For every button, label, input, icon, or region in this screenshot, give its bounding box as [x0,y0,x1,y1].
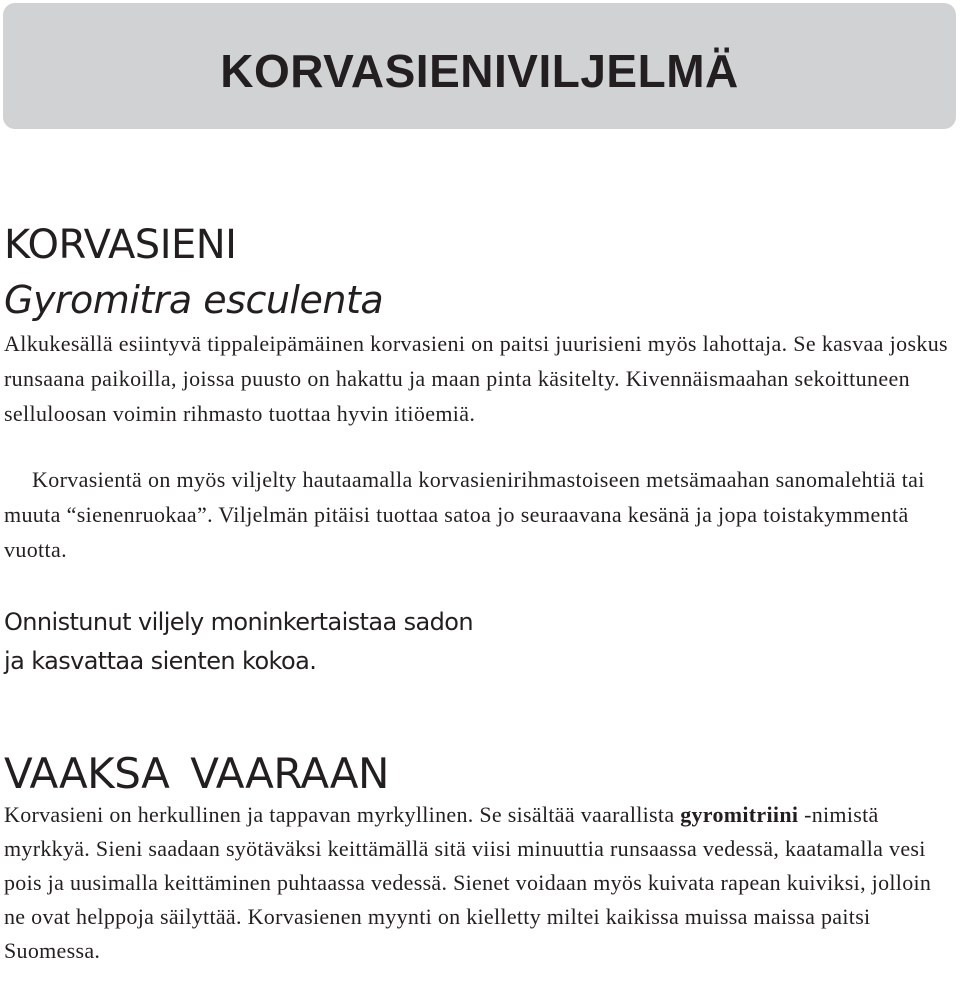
callout-text [4,603,473,681]
section-heading-korvasieni: KORVASIENI [4,222,237,268]
latin-name-heading: Gyromitra esculenta [4,278,384,322]
warning-text-end: -nimistä myrkkyä. Sieni saadaan syötäväksi keittämällä sitä viisi minuuttia runsaassa vedessä, kaatamalla vesi pois ja uusimalla keittäminen puhtaassa vedessä. Sienet voidaan myös kuivata rapean kuiviksi, jolloin ne ovat helppoja säilyttää. Korvasienen myynti on kielletty miltei kaikissa muissa maissa paitsi Suomessa. [4,802,932,963]
page-title: KORVASIENIVILJELMÄ [220,45,739,97]
intro-paragraph: Alkukesällä esiintyvä tippaleipämäinen korvasieni on paitsi juurisieni myös lahottaja. Se kasvaa joskus runsaana paikoilla, joissa puusto on hakattu ja maan pinta käsitelty. Kivennäismaahan sekoittuneen selluloosan voimin rihmasto tuottaa hyvin itiöemiä. [4,331,948,426]
title-banner [3,3,956,129]
callout-line-1: Onnistunut viljely moninkertaistaa sadon [4,608,473,636]
cultivation-paragraph: Korvasientä on myös viljelty hautaamalla korvasienirihmastoiseen metsämaahan sanomalehtiä tai muuta “sienenruokaa”. Viljelmän pitäisi tuottaa satoa jo seuraavana kesänä ja jopa toistakymmentä vuotta. [4,467,925,562]
section-heading-vaaksa-vaaraan: VAAKSA VAARAAN [4,749,389,798]
callout-line-2: ja kasvattaa sienten kokoa. [4,647,317,675]
warning-text-start: Korvasieni on herkullinen ja tappavan myrkyllinen. Se sisältää vaarallista [4,802,681,827]
toxin-name: gyromitriini [680,802,799,827]
warning-paragraph [4,798,958,968]
